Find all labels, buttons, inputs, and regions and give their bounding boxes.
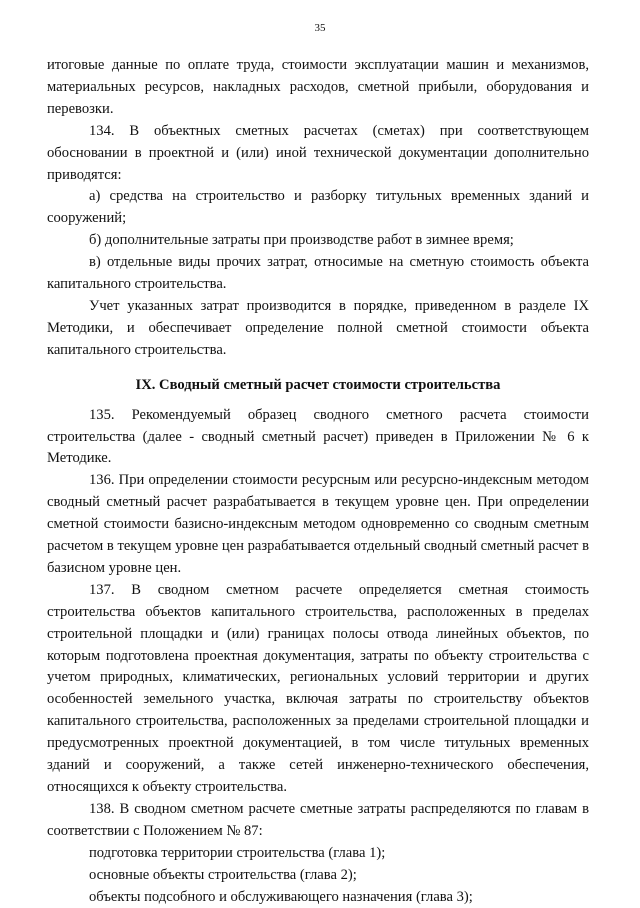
chapter-item-2: основные объекты строительства (глава 2); (89, 866, 357, 883)
chapter-item-1: подготовка территории строительства (глава 1); (89, 844, 386, 861)
paragraph-continuation: итоговые данные по оплате труда, стоимости эксплуатации машин и механизмов, материальных ресурсов, накладных расходов, сметной прибыли, оборудования и перевозки. (47, 57, 589, 117)
list-item-v: в) отдельные виды прочих затрат, относимые на сметную стоимость объекта капитального строительства. (47, 254, 589, 293)
page-number: 35 (314, 22, 326, 34)
paragraph-137: 137. В сводном сметном расчете определяется сметная стоимость строительства объектов капитального строительства, расположенных в пределах строительной площадки и (или) границах полосы отвода линейных объектов, по которым подготовлена проектная документация, затраты по объекту строительства с учетом природных, климатических, региональных условий территории и других особенностей земельного участка, включая затраты по строительству объектов капитального строительства, расположенных за пределами строительной площадки и предусмотренных проектной документацией, в том числе титульных временных зданий и сооружений, а также сетей инженерно-технического обеспечения, относящихся к объекту строительства. (47, 581, 589, 795)
paragraph-136: 136. При определении стоимости ресурсным или ресурсно-индексным методом сводный сметный расчет разрабатывается в текущем уровне цен. При определении сметной стоимости базисно-индексным методом одновременно со сводным сметным расчетом в текущем уровне цен разрабатывается отдельный сводный сметный расчет в базисном уровне цен. (47, 472, 589, 576)
paragraph-138: 138. В сводном сметном расчете сметные затраты распределяются по главам в соответствии с Положением № 87: (47, 800, 589, 839)
section-heading: IX. Сводный сметный расчет стоимости строительства (135, 376, 501, 393)
list-item-b: б) дополнительные затраты при производстве работ в зимнее время; (89, 232, 514, 249)
document-body (47, 55, 589, 908)
paragraph-note: Учет указанных затрат производится в порядке, приведенном в разделе IX Методики, и обеспечивает определение полной сметной стоимости объекта капитального строительства. (47, 297, 589, 358)
paragraph-134: 134. В объектных сметных расчетах (сметах) при соответствующем обосновании в проектной и (или) иной технической документации дополнительно приводятся: (47, 122, 589, 183)
list-item-a: а) средства на строительство и разборку титульных временных зданий и сооружений; (47, 188, 589, 227)
paragraph-135: 135. Рекомендуемый образец сводного сметного расчета стоимости строительства (далее - сводный сметный расчет) приведен в Приложении № 6 к Методике. (47, 406, 589, 467)
chapter-item-3: объекты подсобного и обслуживающего назначения (глава 3); (89, 888, 473, 905)
